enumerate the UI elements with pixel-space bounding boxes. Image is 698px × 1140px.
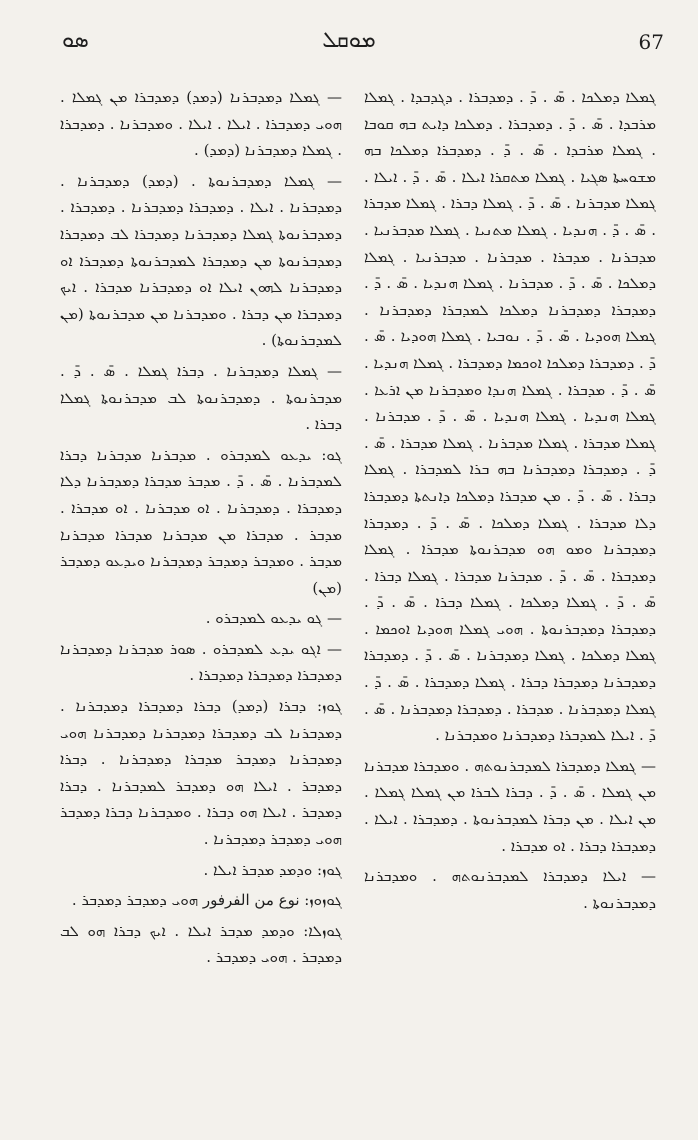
left-paragraph-10: ܓܘܙܠܐ: ܘܕܡܕ ܡܕܒܪ ܐܝܠܐ . ܐܝܟ ܕܒܪܐ ܗܘ ܠܒ ܕܡܕܒܪ . ܗܘܝ ܕܡܕܒܪ . <box>60 921 342 967</box>
left-paragraph-5: — ܓܘ ܝܕܥܘ ܠܡܕܒܪܘ . <box>205 609 342 628</box>
right-paragraph-1: ܓܡܠܐ ܕܡܠܟܐ . ܣ̄ . ܕ̄ . ܕܡܕܒܪܐ . ܕܓܕܒܕܐ . ܓܡܠܐ ܡܪܒܕܐ . ܣ̄ . ܕ̄ . ܕܡܕܒܪܐ . ܕܡܠܟܐ ܕܐܝܬ ܒܗ ܩܘܒܐ . ܓܡܠܐ ܡܪܒܕܐ . ܣ̄ . ܕ̄ . ܕܡܕܒܪܐ ܕܡܠܟܐ ܒܗ ܡܫܘܚܬܐ ܣܓܝܐ . ܓܡܠܐ ܡܬܩܪܐ ܐܝܠܐ . ܣ̄ . ܕ̄ . ܐܝܠܐ . ܓܡܠܐ ܡܕܒܪܢܐ . ܣ̄ . ܕ̄ . ܓܡܠܐ ܕܒܪܐ . ܓܡܠܐ ܡܕܒܪܐ . ܣ̄ . ܕ̄ . ܗܢܕܝܐ . ܓܡܠܐ ܡܬܢܝܐ . ܓܡܠܐ ܡܕܒܪܢܝܐ . ܡܕܒܪܢܐ . ܡܕܒܪܐ . ܡܕܒܪܢܐ . ܡܕܒܪܢܝܐ . ܓܡܠܐ ܕܡܠܟܐ . ܣ̄ . ܕ̄ . ܡܕܒܪܢܐ . ܓܡܠܐ ܗܢܕܝܐ . ܣ̄ . ܕ̄ . ܕܡܕܒܪܐ ܕܡܕܒܪܢܐ ܕܡܠܟܐ ܠܡܕܒܪܐ ܕܡܕܒܪܢܐ . ܓܡܠܐ ܗܘܕܝܐ . ܣ̄ . ܕ̄ . ܢܘܒܝܐ . ܓܡܠܐ ܗܘܕܝܐ . ܣ̄ . ܕ̄ . ܕܡܕܒܪܐ ܕܡܠܟܐ ܐܘܟܡܐ ܕܡܕܒܪܐ . ܓܡܠܐ ܗܢܕܝܐ . ܣ̄ . ܕ̄ . ܡܕܒܪܐ . ܓܡܠܐ ܗܢܕܐ ܘܡܕܒܪܢܐ ܡܢ ܐܪܥܐ . ܓܡܠܐ ܗܢܕܝܐ . ܓܡܠܐ ܗܢܕܝܐ . ܣ̄ . ܕ̄ . ܡܕܒܪܢܐ . ܓܡܠܐ ܡܕܒܪܐ . ܓܡܠܐ ܡܕܒܪܢܐ . ܓܡܠܐ ܡܕܒܪܐ . ܣ̄ . ܕ̄ . ܕܡܕܒܪܐ ܕܡܕܒܪܢܐ ܒܗ ܒܪܐ ܠܡܕܒܪܐ . ܓܡܠܐ ܕܒܪܐ . ܣ̄ . ܕ̄ . ܡܢ ܡܕܒܪܐ ܕܡܠܟܐ ܕܐܢܬܬܐ ܕܡܕܒܪܐ ܕܠܐ ܡܕܒܪܐ . ܓܡܠܐ ܕܡܠܟܐ . ܣ̄ . ܕ̄ . ܕܡܕܒܪܐ ܕܡܕܒܪܢܐ ܘܡܘ ܗܘ ܡܕܒܪܢܘܬܐ ܡܕܒܪܐ . ܓܡܠܐ ܕܡܕܒܪܐ . ܣ̄ . ܕ̄ . ܡܕܒܪܢܐ ܡܕܒܪܐ . ܓܡܠܐ ܕܒܪܐ . ܣ̄ . ܕ̄ . ܓܡܠܐ ܕܡܠܟܐ . ܓܡܠܐ ܕܒܪܐ . ܣ̄ . ܕ̄ . ܕܡܕܒܪܐ ܕܡܕܒܪܢܘܬܐ . ܗܘܝ ܓܡܠܐ ܗܘܕܝܐ ܐܘܟܡܐ . ܓܡܠܐ ܕܡܠܟܐ . ܓܡܠܐ ܕܡܕܒܪܢܐ . ܣ̄ . ܕ̄ . ܕܡܕܒܪܐ ܕܡܕܒܪܢܐ ܕܡܕܒܪܐ ܕܒܪܐ . ܓܡܠܐ ܕܡܕܒܪܐ . ܣ̄ . ܕ̄ . ܓܡܠܐ ܕܡܕܒܪܢܐ . ܡܕܒܪܐ . ܕܡܕܒܪܐ ܕܡܕܒܪܢܐ . ܣ̄ . ܕ̄ . ܐܝܠܐ ܠܡܕܒܪܐ ܕܡܕܒܪܢܐ ܘܡܕܒܪܢܐ . <box>364 88 656 745</box>
left-paragraph-2: — ܓܡܠܐ ܕܡܕܒܪܢܘܬܐ . (ܕܡܕ) ܕܡܕܒܪܢܐ . ܕܡܕܒܪܢܐ . ܐܝܠܐ . ܕܡܕܒܪܐ ܕܡܕܒܪܢܐ . ܕܡܕܒܪܐ . ܕܡܕܒܪܢܘܬܐ ܓܡܠܐ ܕܡܕܒܪܢܐ ܕܡܕܒܪܐ ܠܒ ܕܡܕܒܪܐ ܕܡܕܒܪܢܘܬܐ ܡܢ ܕܡܕܒܪܐ ܠܡܕܒܪܢܘܬܐ ܕܡܕܒܪܐ ܐܘ ܕܡܕܒܪܢܐ ܠܗܘܢ ܐܝܠܐ ܐܘ ܕܡܕܒܪܢܐ ܡܕܒܪܐ . ܐܝܟ ܕܡܕܒܪܐ ܡܢ ܕܒܪܐ . ܘܡܕܒܪܢܐ ܡܢ ܡܕܒܪܢܘܬܐ (ܡܢ ܠܡܕܒܪܢܘܬܐ) . <box>60 171 342 350</box>
right-column <box>364 84 656 920</box>
right-paragraph-2: — ܓܡܠܐ ܕܡܕܒܪܐ ܠܡܕܒܪܢܘܬܗ . ܘܡܕܒܪܐ ܡܕܒܪܢܐ ܡܢ ܓܡܠܐ . ܣ̄ . ܕ̄ . ܕܒܪܐ ܠܒܪܐ ܡܢ ܓܡܠܐ ܓܡܠܐ . ܡܢ ܐܝܠܐ . ܡܢ ܕܒܪܐ ܠܡܕܒܪܢܘܬܐ . ܕܡܕܒܪܐ . ܐܝܠܐ . ܕܡܕܒܪܐ ܕܒܪܐ . ܐܘ ܡܕܒܪܐ . <box>364 756 656 855</box>
left-paragraph-8: ܓܘܙ: ܘܕܡܕ ܡܕܒܪ ܐܝܠܐ . <box>203 860 342 879</box>
left-paragraph-6: — ܐܓܘ ܝܕܥ ܠܡܕܒܪܘ . ܣܘܪ ܡܕܒܪܢܐ ܕܡܕܒܪܢܐ ܕܡܕܒܪܐ ܕܡܕܒܪܐ ܕܡܕܒܪܐ . <box>60 639 342 685</box>
header-left-numeral: ܣܘ <box>62 28 89 53</box>
left-paragraph-7: ܓܘܙ: ܕܒܪܐ (ܕܡܕ) ܕܒܪܐ ܕܡܕܒܪܐ ܕܡܕܒܪܢܐ . ܕܡܕܒܪܢܐ ܠܒ ܕܡܕܒܪܐ ܕܡܕܒܪܢܐ ܕܡܕܒܪܢܐ ܗܘܝ ܕܡܕܒܪܢܐ ܕܡܕܒܪ ܡܕܒܪܐ ܕܡܕܒܪܢܐ . ܕܒܪܐ ܕܡܕܒܪ . ܐܝܠܐ ܗܘ ܕܡܕܒܪ ܠܡܕܒܪܢܐ . ܕܒܪܐ ܕܡܕܒܪ . ܐܝܠܐ ܗܘ ܕܒܪܐ . ܘܡܕܒܪܢܐ ܕܒܪܐ ܕܡܕܒܪ ܗܘܝ ܕܡܕܒܪ ܕܡܕܒܪܢܐ . <box>60 697 342 849</box>
page-header <box>0 0 698 62</box>
right-paragraph-3: — ܐܝܠܐ ܕܡܕܒܪܐ ܠܡܕܒܪܢܘܬܗ . ܘܡܕܒܪܢܐ ܕܡܕܒܪܢܘܬܐ . <box>364 867 656 912</box>
running-title: ܡܘܩܠ <box>322 28 376 53</box>
left-paragraph-3: — ܓܡܠܐ ܕܡܕܒܪܢܐ . ܕܒܪܐ ܓܡܠܐ . ܣ̄ . ܕ̄ . ܡܕܒܪܢܘܬܐ . ܕܡܕܒܪܢܘܬܐ ܠܒ ܡܕܒܪܢܘܬܐ ܓܡܠܐ ܕܒܪܐ . <box>60 361 342 434</box>
left-paragraph-9: ܓܘܙܘܙ: نوع من الفرفور ܗܘܝ ܕܡܕܒܪ ܕܡܕܒܪ . <box>71 891 342 910</box>
page-number: 67 <box>638 30 664 54</box>
left-paragraph-4: ܓܘ: ܝܕܥܘ ܠܡܕܒܪܘ . ܡܕܒܪܢܐ ܡܕܒܪܢܐ ܕܒܪܐ ܠܡܕܒܪܢܐ . ܣ̄ . ܕ̄ . ܡܕܒܪ ܡܕܒܪܐ ܕܡܕܒܪܢܐ ܕܠܐ ܕܡܕܒܪܐ . ܕܡܕܒܪܢܐ . ܐܘ ܡܕܒܪܢܐ . ܐܘ ܡܕܒܪܐ . ܡܕܒܪ . ܡܕܒܪܐ ܡܢ ܡܕܒܪܢܐ ܡܕܒܪܐ ܡܕܒܪܢܐ ܡܕܒܪ . ܘܡܕܒܪ ܕܡܕܒܪ ܕܡܕܒܪܢܐ ܘܝܕܥܘ ܕܡܕܒܪ (ܡܢ) <box>60 445 342 597</box>
left-column <box>60 84 342 975</box>
left-paragraph-1: — ܓܡܠܐ ܕܡܕܒܪܢܐ (ܕܡܕ) ܕܡܕܒܪܐ ܡܢ ܓܡܠܐ . ܗܘܝ ܕܡܕܒܪܐ . ܐܝܠܐ . ܐܝܠܐ . ܘܡܕܒܪܢܐ . ܕܡܕܒܪܐ . ܓܡܠܐ ܕܡܕܒܪܢܐ (ܕܡܕ) . <box>60 88 342 160</box>
